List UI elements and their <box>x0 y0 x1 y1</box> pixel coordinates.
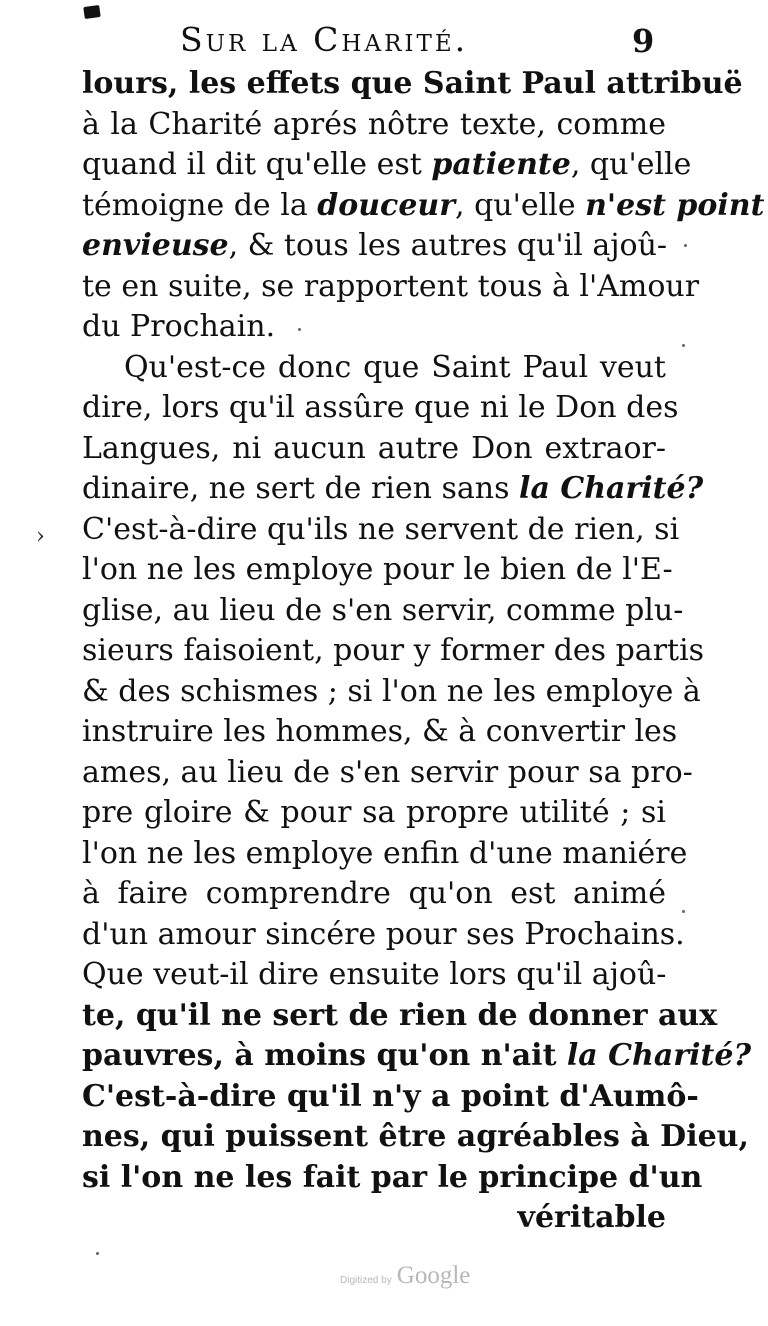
text-line-6: te en suite, se rapportent tous à l'Amour <box>82 268 700 304</box>
running-header: Sur la Charité. <box>180 20 469 59</box>
text-line-15: sieurs faisoient, pour y former des partis <box>82 633 705 668</box>
text-line-2: à la Charité aprés nôtre texte, comme <box>82 106 666 142</box>
margin-mark: › <box>36 524 45 549</box>
text-line-27: nes, qui puissent être agréables à Dieu, <box>82 1119 749 1154</box>
ink-blot-mark <box>83 5 101 19</box>
speck-mark <box>682 910 685 913</box>
text-line-24: te, qu'il ne sert de rien de donner aux <box>82 997 718 1033</box>
text-line-12: C'est-à-dire qu'ils ne servent de rien, si <box>82 511 680 547</box>
speck-mark <box>298 328 301 331</box>
digitized-watermark <box>340 1262 470 1290</box>
text-line-10: Langues, ni aucun autre Don extraor- <box>82 430 666 466</box>
speck-mark <box>96 1252 99 1255</box>
text-line-8: Qu'est-ce donc que Saint Paul veut <box>124 349 666 385</box>
watermark-prefix: Digitized by <box>340 1275 392 1286</box>
text-line-18: ames, au lieu de s'en servir pour sa pro- <box>82 754 693 790</box>
text-line-28: si l'on ne les fait par le principe d'un <box>82 1159 703 1195</box>
text-line-25: pauvres, à moins qu'on n'ait la Charité? <box>82 1038 752 1073</box>
text-line-13: l'on ne les employe pour le bien de l'E- <box>82 552 673 587</box>
text-line-3: quand il dit qu'elle est patiente, qu'elle <box>82 147 692 182</box>
text-line-16: & des schismes ; si l'on ne les employe à <box>82 673 701 709</box>
text-line-9: dire, lors qu'il assûre que ni le Don des <box>82 390 679 425</box>
text-line-26: C'est-à-dire qu'il n'y a point d'Aumô- <box>82 1078 699 1114</box>
catchword: véritable <box>517 1200 666 1235</box>
text-line-22: d'un amour sincére pour ses Prochains. <box>82 916 685 952</box>
body-text <box>82 64 765 1239</box>
text-line-21: à faire comprendre qu'on est animé <box>82 876 666 911</box>
text-line-23: Que veut-il dire ensuite lors qu'il ajoû- <box>82 957 667 992</box>
speck-mark <box>684 244 687 247</box>
text-line-11: dinaire, ne sert de rien sans la Charité? <box>82 471 704 506</box>
text-line-5: envieuse, & tous les autres qu'il ajoû- <box>82 228 668 263</box>
text-line-17: instruire les hommes, & à convertir les <box>82 714 678 749</box>
text-line-4: témoigne de la douceur, qu'elle n'est point <box>82 187 765 223</box>
text-line-1: lours, les effets que Saint Paul attribuë <box>82 66 743 101</box>
text-line-20: l'on ne les employe enfin d'une maniére <box>82 835 688 871</box>
text-line-14: glise, au lieu de s'en servir, comme plu- <box>82 592 684 628</box>
text-line-7: du Prochain. <box>82 309 276 344</box>
text-line-19: pre gloire & pour sa propre utilité ; si <box>82 795 666 830</box>
google-logo: Google <box>396 1262 471 1289</box>
page-number: 9 <box>632 22 655 60</box>
speck-mark <box>682 344 685 347</box>
